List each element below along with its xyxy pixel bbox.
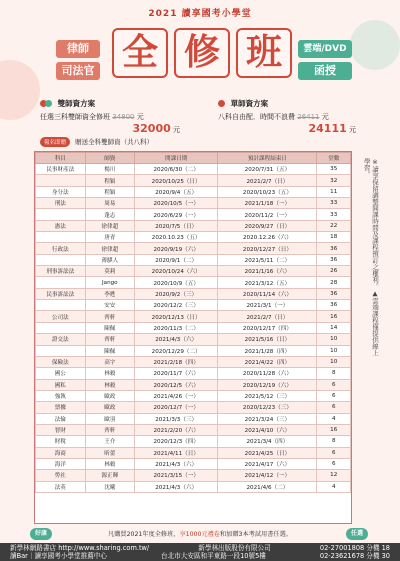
table-cell-count: 4	[317, 481, 351, 492]
table-cell-start: 2020/6/30（二）	[135, 164, 218, 175]
table-cell-subject: 智財	[36, 424, 86, 435]
table-cell-end: 2021/3/4（四）	[218, 436, 317, 447]
column-header: 預計課程結束日	[218, 153, 317, 164]
note-prefix: 凡購買2021年度全修班，	[108, 531, 180, 538]
table-cell-subject: 行政法	[36, 243, 86, 254]
table-cell-teacher: 歐羽	[85, 413, 134, 424]
price-unit: 元	[349, 126, 356, 134]
table-cell-subject: 憲法	[36, 220, 86, 231]
table-cell-start: 2020/11/3（二）	[135, 322, 218, 333]
original-price: 34800	[112, 113, 135, 121]
table-cell-subject: 民事訴訟法	[36, 288, 86, 299]
table-row	[36, 300, 351, 311]
table-cell-teacher: 林穀	[85, 379, 134, 390]
table-cell-start: 2020/9/1（二）	[135, 254, 218, 265]
badge-correspondence: 函授	[298, 62, 352, 80]
table-cell-start: 2020/10/24（六）	[135, 266, 218, 277]
badge-lawyer: 律師	[56, 40, 100, 58]
table-cell-start: 2021/4/3（六）	[135, 334, 218, 345]
table-cell-end: 2021/4/17（六）	[218, 458, 317, 469]
table-cell-subject: 保險法	[36, 356, 86, 367]
table-row	[36, 458, 351, 469]
table-cell-teacher: 齊軒	[85, 334, 134, 345]
table-cell-subject: 票據	[36, 402, 86, 413]
table-cell-start: 2021/4/3（六）	[135, 481, 218, 492]
table-cell-subject: 強執	[36, 390, 86, 401]
table-cell-teacher: 徐律超	[85, 243, 134, 254]
tag-bonus: 好康	[30, 528, 52, 540]
title-char: 修	[174, 28, 230, 78]
decor-circle	[350, 20, 400, 70]
table-cell-subject: 法倫	[36, 413, 86, 424]
table-cell-subject: 國私	[36, 379, 86, 390]
bonus-note	[56, 528, 344, 542]
table-cell-subject: 國公	[36, 368, 86, 379]
table-cell-end: 2020.12.26（六）	[218, 232, 317, 243]
column-header: 堂數	[317, 153, 351, 164]
sale-price: 32000	[132, 122, 171, 135]
table-row	[36, 175, 351, 186]
table-cell-count: 36	[317, 288, 351, 299]
table-cell-start: 2020/7/5（日）	[135, 220, 218, 231]
table-cell-subject	[36, 209, 86, 220]
table-cell-subject	[36, 232, 86, 243]
table-cell-start: 2020/12/7（一）	[135, 402, 218, 413]
table-cell-count: 36	[317, 254, 351, 265]
footer-address: 台北市大安區和平東路一段10號5樓	[160, 552, 266, 560]
table-row	[36, 402, 351, 413]
plan-title: 單師資方案	[230, 99, 269, 108]
footer-phone: 02-23621678 分機 30	[319, 552, 390, 560]
table-row	[36, 424, 351, 435]
table-cell-teacher: 程穎	[85, 186, 134, 197]
table-cell-start: 2020/10/25（日）	[135, 175, 218, 186]
note-highlight: 享1000元禮卷	[179, 531, 220, 538]
table-cell-subject	[36, 345, 86, 356]
table-row	[36, 198, 351, 209]
table-cell-teacher: 李甦	[85, 288, 134, 299]
table-cell-start: 2020/12/5（六）	[135, 379, 218, 390]
table-cell-subject: 民事財產法	[36, 164, 86, 175]
gift-line	[40, 137, 153, 147]
price-unit: 元	[321, 113, 329, 121]
table-cell-subject: 證交法	[36, 334, 86, 345]
table-cell-teacher: 蓬志	[85, 209, 134, 220]
table-cell-count: 6	[317, 447, 351, 458]
table-cell-count: 14	[317, 322, 351, 333]
badge-cloud-dvd: 雲端/DVD	[298, 40, 352, 58]
sale-price: 24111	[308, 122, 347, 135]
table-row	[36, 186, 351, 197]
table-cell-start: 2020/6/29（一）	[135, 209, 218, 220]
table-cell-count: 8	[317, 436, 351, 447]
table-cell-teacher: 齊軒	[85, 424, 134, 435]
table-cell-teacher: 昕蕾	[85, 447, 134, 458]
table-cell-subject: 勞社	[36, 470, 86, 481]
table-cell-end: 2021/3/24（三）	[218, 413, 317, 424]
gift-text: 贈送全科雙師資（共八科）	[75, 138, 154, 146]
table-cell-start: 2020/12/2（三）	[135, 300, 218, 311]
table-cell-subject	[36, 322, 86, 333]
table-cell-teacher: 陳佩	[85, 345, 134, 356]
table-row	[36, 390, 351, 401]
table-cell-subject: 海洋	[36, 458, 86, 469]
table-cell-teacher: 林穀	[85, 458, 134, 469]
table-cell-start: 2021/4/26（一）	[135, 390, 218, 401]
table-cell-end: 2020/10/23（五）	[218, 186, 317, 197]
table-row	[36, 277, 351, 288]
table-cell-teacher: 唐青	[85, 232, 134, 243]
table-cell-start: 2020/10/5（一）	[135, 198, 218, 209]
table-cell-count: 36	[317, 243, 351, 254]
table-row	[36, 481, 351, 492]
table-cell-end: 2021/1/28（四）	[218, 345, 317, 356]
table-cell-subject	[36, 300, 86, 311]
table-cell-teacher: 周易	[85, 198, 134, 209]
table-row	[36, 436, 351, 447]
dot-icon	[218, 100, 225, 109]
price-unit: 元	[136, 113, 144, 121]
table-row	[36, 345, 351, 356]
title-char: 全	[112, 28, 168, 78]
table-cell-count: 10	[317, 345, 351, 356]
table-cell-count: 32	[317, 175, 351, 186]
table-cell-teacher: 齊軒	[85, 311, 134, 322]
schedule-table-container	[34, 151, 352, 524]
table-row	[36, 356, 351, 367]
table-cell-subject: 身分法	[36, 186, 86, 197]
table-cell-subject: 刑法	[36, 198, 86, 209]
table-cell-start: 2021/3/3（三）	[135, 413, 218, 424]
table-cell-count: 11	[317, 186, 351, 197]
table-cell-start: 2020/9/4（五）	[135, 186, 218, 197]
table-cell-teacher: 莫莉	[85, 266, 134, 277]
table-cell-start: 2021/4/3（六）	[135, 458, 218, 469]
table-row	[36, 243, 351, 254]
table-cell-count: 6	[317, 402, 351, 413]
table-cell-start: 2020.10.23（五）	[135, 232, 218, 243]
gift-badge: 報名即贈	[40, 137, 70, 147]
table-cell-start: 2020/11/7（六）	[135, 368, 218, 379]
table-row	[36, 254, 351, 265]
table-cell-count: 8	[317, 368, 351, 379]
table-row	[36, 220, 351, 231]
table-cell-count: 6	[317, 458, 351, 469]
table-cell-teacher: 歐政	[85, 402, 134, 413]
table-cell-count: 22	[317, 220, 351, 231]
table-cell-start: 2020/12/29（二）	[135, 345, 218, 356]
table-cell-end: 2021/4/6（二）	[218, 481, 317, 492]
table-cell-count: 12	[317, 470, 351, 481]
side-note: ※讀享保留調整開課時間及課程預訂之權利。▲雲端課程僅提供線上學習。	[362, 158, 379, 356]
table-cell-count: 4	[317, 413, 351, 424]
table-cell-end: 2021/4/25（日）	[218, 447, 317, 458]
table-cell-count: 6	[317, 379, 351, 390]
table-cell-count: 10	[317, 356, 351, 367]
column-header: 師資	[85, 153, 134, 164]
original-price: 26411	[297, 113, 320, 121]
table-cell-teacher: 薄騏人	[85, 254, 134, 265]
badge-judge: 司法官	[56, 62, 100, 80]
table-cell-start: 2020/9/2（三）	[135, 288, 218, 299]
table-cell-end: 2021/4/10（六）	[218, 424, 317, 435]
table-row	[36, 447, 351, 458]
table-cell-teacher: 陳佩	[85, 322, 134, 333]
plan-desc: 任選三科雙師資全修班	[40, 113, 110, 121]
table-row	[36, 266, 351, 277]
table-cell-count: 16	[317, 311, 351, 322]
table-row	[36, 322, 351, 333]
table-cell-start: 2020/12/13（日）	[135, 311, 218, 322]
table-cell-count: 16	[317, 424, 351, 435]
schedule-table	[35, 152, 351, 493]
table-row	[36, 413, 351, 424]
decor-circle	[0, 60, 40, 120]
table-cell-end: 2021/2/7（日）	[218, 311, 317, 322]
plan-dual-teacher	[40, 98, 200, 135]
table-cell-start: 2020/10/9（五）	[135, 277, 218, 288]
table-cell-end: 2021/5/11（二）	[218, 254, 317, 265]
table-cell-teacher: Jango	[85, 277, 134, 288]
table-cell-subject	[36, 175, 86, 186]
table-cell-end: 2021/1/18（一）	[218, 198, 317, 209]
table-cell-end: 2020/9/27（日）	[218, 220, 317, 231]
footer-center: 讀Bar｜讀享國考小學堂推薦中心	[10, 552, 107, 560]
table-cell-teacher: 安安	[85, 300, 134, 311]
table-cell-teacher: 高宇	[85, 356, 134, 367]
table-cell-end: 2020/12/27（日）	[218, 243, 317, 254]
table-header-row	[36, 153, 351, 164]
plan-desc: 八科自由配．時間不浪費	[218, 113, 295, 121]
table-row	[36, 288, 351, 299]
table-cell-count: 35	[317, 164, 351, 175]
table-row	[36, 311, 351, 322]
table-cell-subject: 法英	[36, 481, 86, 492]
table-cell-end: 2021/2/7（日）	[218, 175, 317, 186]
table-cell-start: 2021/2/18（四）	[135, 356, 218, 367]
table-cell-start: 2020/9/19（六）	[135, 243, 218, 254]
table-cell-end: 2020/11/14（六）	[218, 288, 317, 299]
table-row	[36, 232, 351, 243]
dots-icon	[40, 100, 52, 109]
table-cell-count: 26	[317, 266, 351, 277]
table-cell-teacher: 王介	[85, 436, 134, 447]
table-cell-subject: 財稅	[36, 436, 86, 447]
table-cell-end: 2021/3/1（一）	[218, 300, 317, 311]
table-cell-start: 2021/2/20（六）	[135, 424, 218, 435]
table-cell-end: 2020/11/28（六）	[218, 368, 317, 379]
table-cell-count: 33	[317, 209, 351, 220]
table-cell-end: 2021/4/12（一）	[218, 470, 317, 481]
page-title	[112, 28, 292, 78]
table-row	[36, 334, 351, 345]
price-unit: 元	[173, 126, 180, 134]
table-cell-end: 2020/12/19（六）	[218, 379, 317, 390]
footer-website[interactable]: 新學林網路書店 http://www.sharing.com.tw/	[10, 544, 150, 552]
table-cell-end: 2020/7/31（五）	[218, 164, 317, 175]
table-cell-teacher: 沈曦	[85, 481, 134, 492]
table-cell-count: 6	[317, 390, 351, 401]
table-cell-start: 2021/4/11（日）	[135, 447, 218, 458]
table-cell-count: 36	[317, 300, 351, 311]
table-cell-subject: 刑事訴訟法	[36, 266, 86, 277]
table-cell-end: 2021/4/22（四）	[218, 356, 317, 367]
note-suffix: 和加贈3本考試用書任選。	[219, 531, 292, 538]
table-cell-teacher: 徐律超	[85, 220, 134, 231]
table-cell-teacher: 源正暉	[85, 470, 134, 481]
table-cell-teacher: 林穀	[85, 368, 134, 379]
plan-title: 雙師資方案	[57, 99, 96, 108]
table-cell-teacher: 程穎	[85, 175, 134, 186]
table-cell-teacher: 楊川	[85, 164, 134, 175]
table-cell-count: 33	[317, 198, 351, 209]
title-char: 班	[236, 28, 292, 78]
table-cell-subject: 公司法	[36, 311, 86, 322]
table-row	[36, 470, 351, 481]
column-header: 科目	[36, 153, 86, 164]
table-cell-count: 28	[317, 277, 351, 288]
footer-phone: 02-27001808 分機 18	[319, 544, 390, 552]
table-cell-end: 2021/3/12（五）	[218, 277, 317, 288]
table-cell-end: 2021/5/12（三）	[218, 390, 317, 401]
table-cell-count: 18	[317, 232, 351, 243]
table-cell-count: 10	[317, 334, 351, 345]
table-cell-end: 2020/11/2（一）	[218, 209, 317, 220]
table-cell-start: 2021/3/15（一）	[135, 470, 218, 481]
table-cell-subject	[36, 277, 86, 288]
table-cell-subject: 海商	[36, 447, 86, 458]
table-row	[36, 368, 351, 379]
top-title: 2021 讀享國考小學堂	[148, 9, 252, 19]
plan-single-teacher	[218, 98, 368, 135]
table-row	[36, 164, 351, 175]
table-cell-teacher: 歐政	[85, 390, 134, 401]
table-row	[36, 209, 351, 220]
table-cell-subject	[36, 254, 86, 265]
table-cell-start: 2020/12/3（四）	[135, 436, 218, 447]
table-cell-end: 2020/12/17（四）	[218, 322, 317, 333]
column-header: 開課日期	[135, 153, 218, 164]
table-cell-end: 2021/1/16（六）	[218, 266, 317, 277]
table-body	[36, 164, 351, 493]
footer-company: 新學林出版股份有限公司	[198, 544, 271, 552]
table-row	[36, 379, 351, 390]
footer	[0, 543, 400, 561]
tag-choose: 任選	[346, 528, 368, 540]
table-cell-end: 2021/5/16（日）	[218, 334, 317, 345]
table-cell-end: 2020/12/23（三）	[218, 402, 317, 413]
